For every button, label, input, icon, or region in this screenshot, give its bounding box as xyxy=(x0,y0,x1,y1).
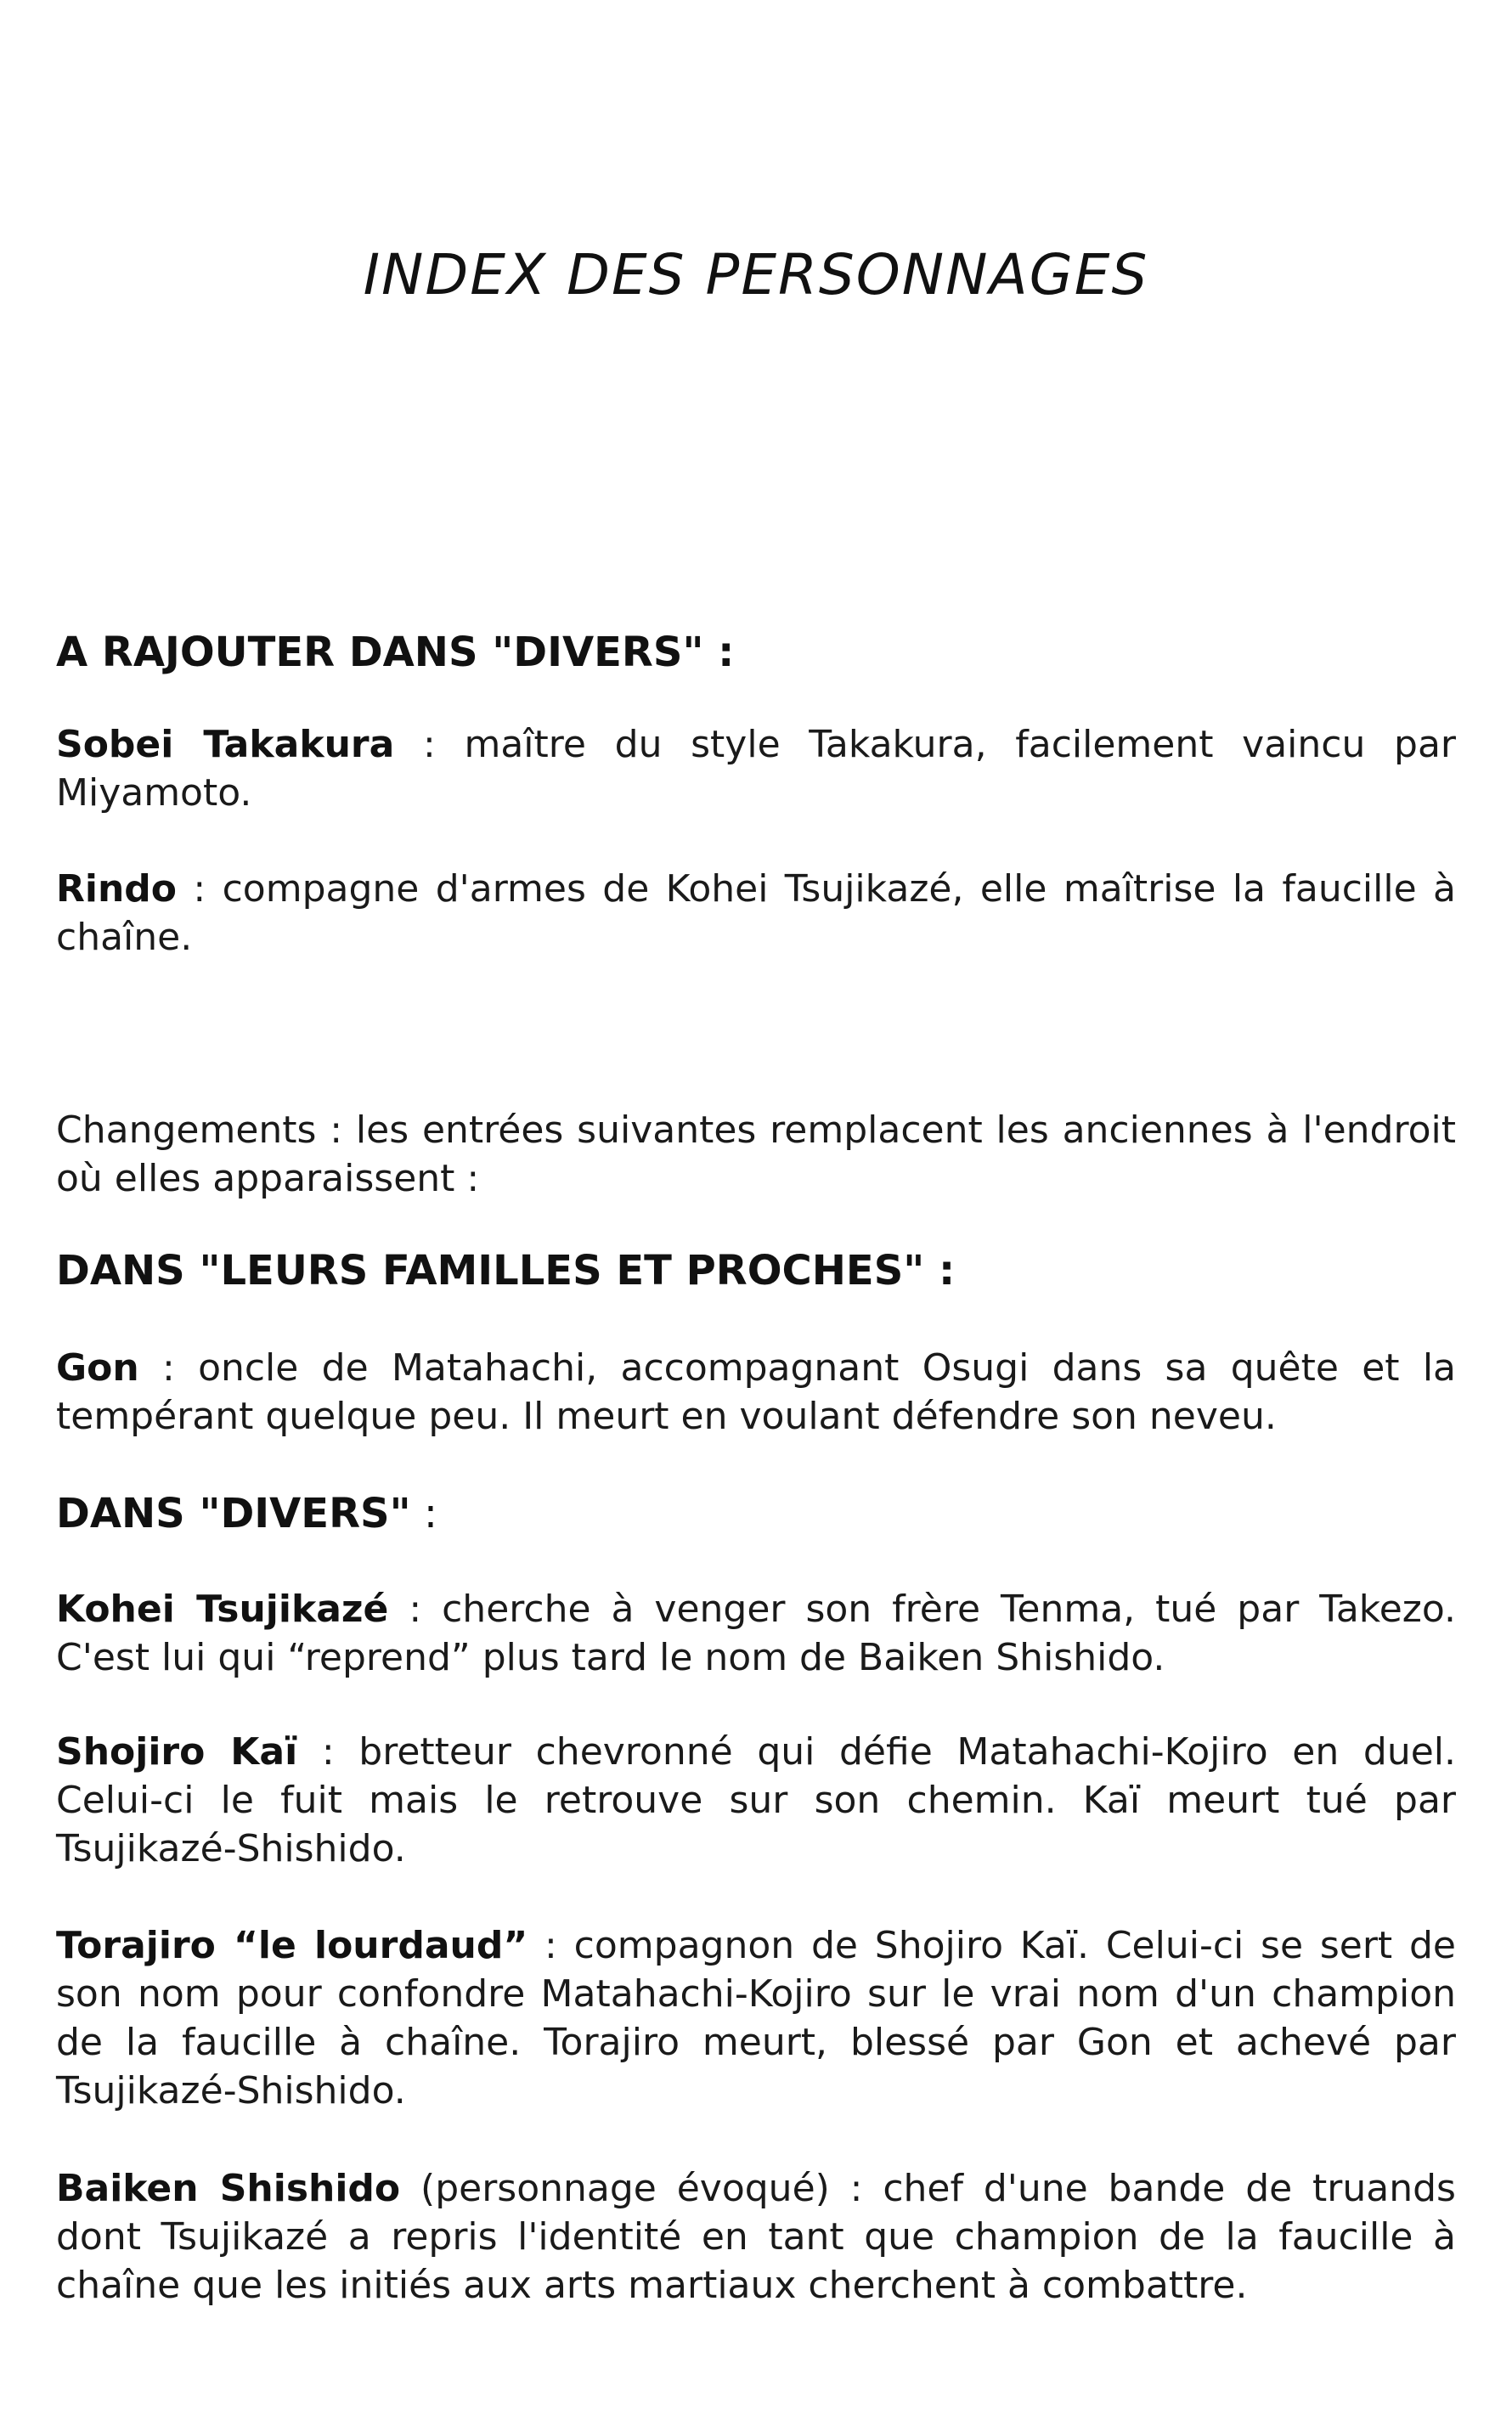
entry-separator: : xyxy=(394,723,465,766)
entry-kohei-tsujikaze xyxy=(56,1585,1456,1682)
entry-description: oncle de Matahachi, accompagnant Osugi dans sa quête et la tempérant quelque peu. Il meurt en voulant défendre son neveu. xyxy=(56,1346,1457,1438)
entry-sobei-takakura xyxy=(56,720,1456,817)
section-heading-misc-label: DANS "DIVERS" xyxy=(56,1490,411,1537)
section-heading-family-label: DANS "LEURS FAMILLES ET PROCHES" : xyxy=(56,1247,956,1294)
entry-description: compagnon de Shojiro Kaï. Celui-ci se sert de son nom pour confondre Matahachi-Kojiro sur le vrai nom d'un champion de la faucille à chaîne. Torajiro meurt, blessé par Gon et achevé par Tsujikazé-Shishido. xyxy=(56,1924,1456,2112)
entry-name: Torajiro “le lourdaud” xyxy=(56,1924,528,1967)
entry-torajiro xyxy=(56,1921,1456,2115)
entry-name: Kohei Tsujikazé xyxy=(56,1588,389,1631)
entry-separator: : xyxy=(138,1346,199,1390)
entry-description: compagne d'armes de Kohei Tsujikazé, elle maîtrise la faucille à chaîne. xyxy=(56,867,1457,959)
entry-name: Gon xyxy=(56,1346,139,1390)
entry-name: Sobei Takakura xyxy=(56,723,395,766)
entry-separator xyxy=(400,2167,420,2210)
entry-separator: : xyxy=(388,1588,443,1631)
entry-separator: : xyxy=(297,1730,359,1774)
section-heading-family xyxy=(56,1245,1456,1296)
section-heading-misc xyxy=(56,1488,1456,1539)
entry-name: Shojiro Kaï xyxy=(56,1730,298,1774)
entry-shojiro-kai xyxy=(56,1728,1456,1873)
entry-description: bretteur chevronné qui défie Matahachi-Kojiro en duel. Celui-ci le fuit mais le retrouve sur son chemin. Kaï meurt tué par Tsujikazé-Shishido. xyxy=(56,1730,1457,1870)
entry-name: Baiken Shishido xyxy=(56,2167,401,2210)
entry-separator: : xyxy=(528,1924,574,1967)
entry-rindo xyxy=(56,865,1456,962)
entry-description: maître du style Takakura, facilement vaincu par Miyamoto. xyxy=(56,723,1457,815)
entry-name: Rindo xyxy=(56,867,178,911)
section-heading-misc-colon: : xyxy=(410,1490,438,1537)
entry-gon xyxy=(56,1344,1456,1441)
section-heading-add xyxy=(56,627,1456,678)
page-title: INDEX DES PERSONNAGES xyxy=(363,242,1149,307)
changes-intro: Changements : les entrées suivantes remplacent les anciennes à l'endroit où elles apparaissent : xyxy=(56,1108,1456,1200)
section-heading-add-label: A RAJOUTER DANS "DIVERS" : xyxy=(56,629,735,676)
entry-description: (personnage évoqué) : chef d'une bande de truands dont Tsujikazé a repris l'identité en tant que champion de la faucille à chaîne que les initiés aux arts martiaux cherchent à combattre. xyxy=(56,2167,1456,2307)
entry-baiken-shishido xyxy=(56,2164,1456,2310)
entry-description: cherche à venger son frère Tenma, tué par Takezo. C'est lui qui “reprend” plus tard le nom de Baiken Shishido. xyxy=(56,1588,1457,1679)
entry-separator: : xyxy=(177,867,223,911)
